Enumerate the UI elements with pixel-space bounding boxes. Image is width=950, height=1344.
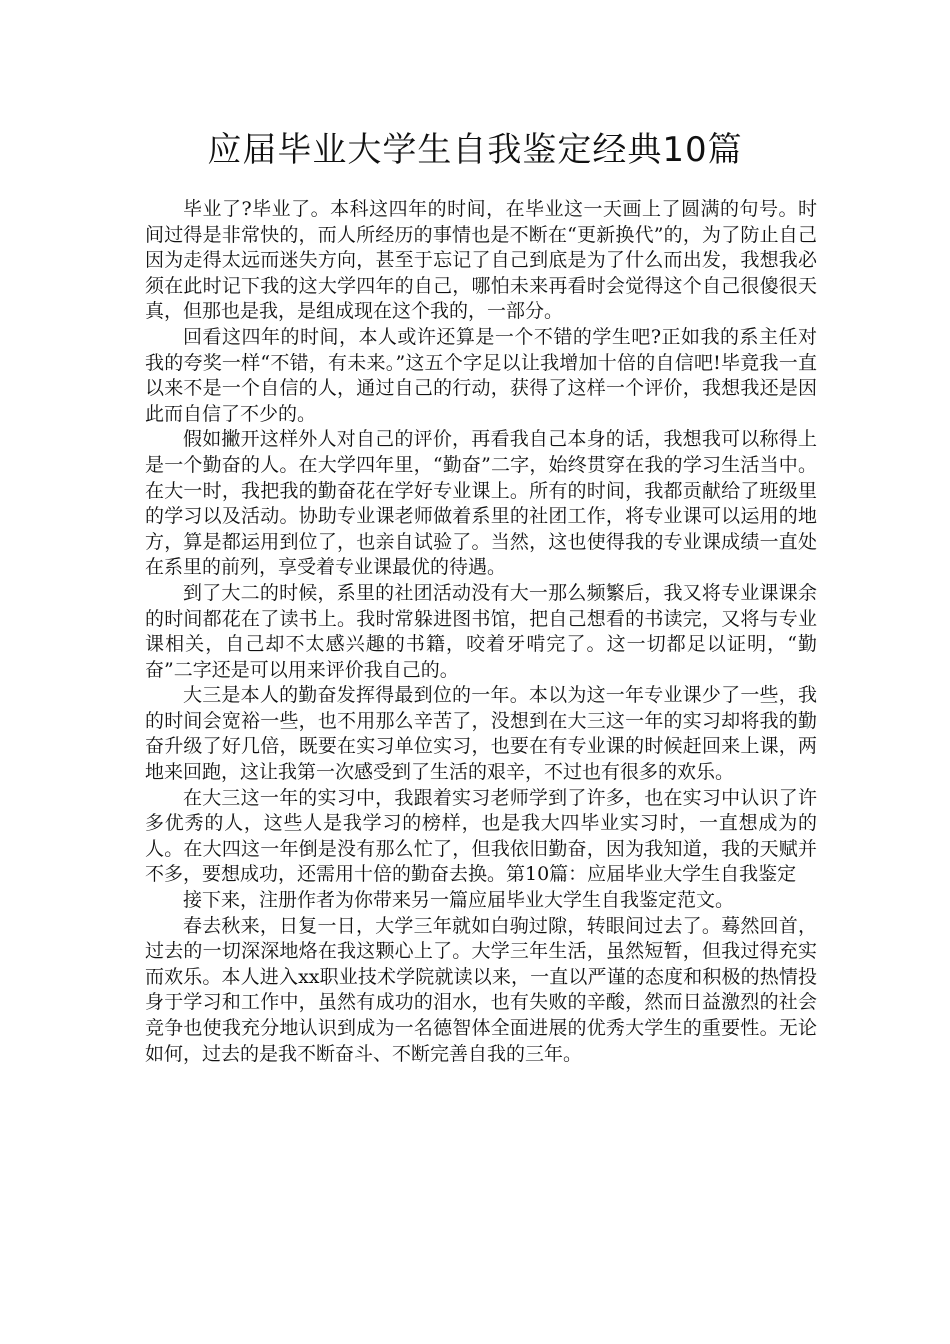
paragraph: 大三是本人的勤奋发挥得最到位的一年。本以为这一年专业课少了一些，我的时间会宽裕一些，也不用那么辛苦了，没想到在大三这一年的实习却将我的勤奋升级了好几倍，既要在实习单位实习，也要在有专业课的时候赶回来上课，两地来回跑，这让我第一次感受到了生活的艰辛，不过也有很多的欢乐。 [145, 684, 817, 784]
paragraph: 假如撇开这样外人对自己的评价，再看我自己本身的话，我想我可以称得上是一个勤奋的人。在大学四年里，“勤奋”二字，始终贯穿在我的学习生活当中。在大一时，我把我的勤奋花在学好专业课上。所有的时间，我都贡献给了班级里的学习以及活动。协助专业课老师做着系里的社团工作，将专业课可以运用的地方，算是都运用到位了，也亲自试验了。当然，这也使得我的专业课成绩一直处在系里的前列，享受着专业课最优的待遇。 [145, 428, 817, 579]
paragraph: 在大三这一年的实习中，我跟着实习老师学到了许多，也在实习中认识了许多优秀的人，这些人是我学习的榜样，也是我大四毕业实习时，一直想成为的人。在大四这一年倒是没有那么忙了，但我依旧勤奋，因为我知道，我的天赋并不多，要想成功，还需用十倍的勤奋去换。第10篇：应届毕业大学生自我鉴定 [145, 786, 817, 886]
paragraph: 回看这四年的时间，本人或许还算是一个不错的学生吧?正如我的系主任对我的夸奖一样“不错，有未来。”这五个字足以让我增加十倍的自信吧!毕竟我一直以来不是一个自信的人，通过自己的行动，获得了这样一个评价，我想我还是因此而自信了不少的。 [145, 325, 817, 425]
paragraph: 接下来，注册作者为你带来另一篇应届毕业大学生自我鉴定范文。 [183, 889, 735, 912]
paragraph: 毕业了?毕业了。本科这四年的时间，在毕业这一天画上了圆满的句号。时间过得是非常快的，而人所经历的事情也是不断在“更新换代”的，为了防止自己因为走得太远而迷失方向，甚至于忘记了自己到底是为了什么而出发，我想我必须在此时记下我的这大学四年的自己，哪怕未来再看时会觉得这个自己很傻很天真，但那也是我，是组成现在这个我的，一部分。 [145, 198, 817, 323]
paragraph: 到了大二的时候，系里的社团活动没有大一那么频繁后，我又将专业课课余的时间都花在了读书上。我时常躲进图书馆，把自己想看的书读完，又将与专业课相关，自己却不太感兴趣的书籍，咬着牙啃完了。这一切都足以证明，“勤奋”二字还是可以用来评价我自己的。 [145, 581, 817, 681]
document-body [145, 197, 817, 1067]
paragraph: 春去秋来，日复一日，大学三年就如白驹过隙，转眼间过去了。蓦然回首，过去的一切深深地烙在我这颗心上了。大学三年生活，虽然短暂，但我过得充实而欢乐。本人进入xx职业技术学院就读以来，一直以严谨的态度和积极的热情投身于学习和工作中，虽然有成功的泪水，也有失败的辛酸，然而日益激烈的社会竞争也使我充分地认识到成为一名德智体全面进展的优秀大学生的重要性。无论如何，过去的是我不断奋斗、不断完善自我的三年。 [145, 914, 817, 1065]
document-title: 应届毕业大学生自我鉴定经典10篇 [207, 130, 743, 170]
